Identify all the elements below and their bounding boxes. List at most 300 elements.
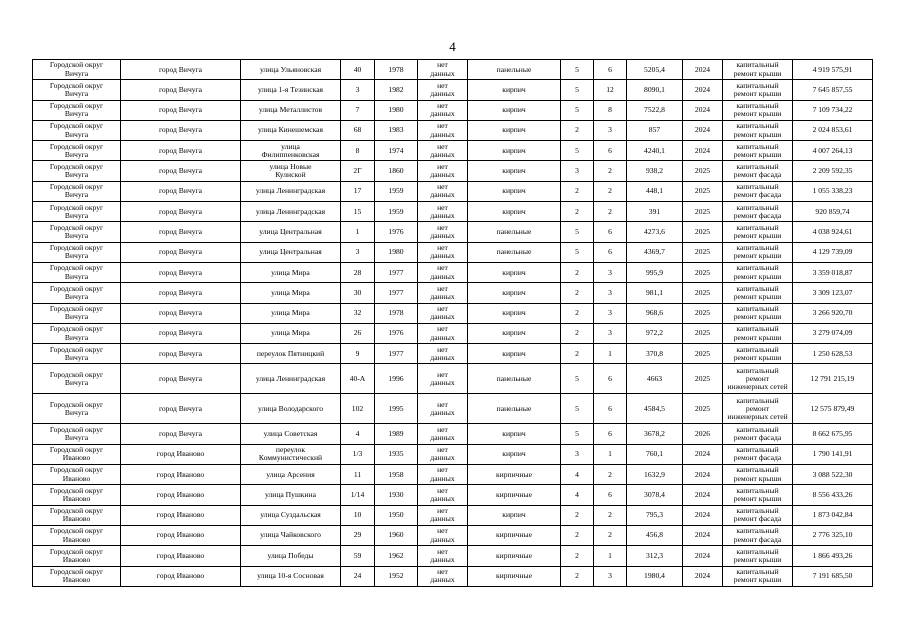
- table-row: [33, 394, 873, 424]
- okrug-cell: Городской округ Вичуга: [33, 283, 121, 303]
- house-number-cell: 29: [341, 525, 375, 545]
- floors-cell: 3: [561, 161, 594, 181]
- planned-year-cell: 2025: [683, 303, 723, 323]
- year-built-cell: 1982: [375, 80, 418, 100]
- city-cell: город Вичуга: [121, 364, 241, 394]
- cost-cell: 4 919 575,91: [793, 60, 873, 80]
- cost-cell: 7 191 685,50: [793, 566, 873, 586]
- table-row: [33, 444, 873, 464]
- street-cell: улица Володарского: [241, 394, 341, 424]
- area-cell: 4273,6: [627, 222, 683, 242]
- entrances-cell: 2: [594, 181, 627, 201]
- wall-material-cell: кирпич: [468, 303, 561, 323]
- cost-cell: 8 662 675,95: [793, 424, 873, 444]
- area-cell: 312,3: [627, 546, 683, 566]
- floors-cell: 4: [561, 485, 594, 505]
- table-row: [33, 181, 873, 201]
- year-built-cell: 1950: [375, 505, 418, 525]
- city-cell: город Вичуга: [121, 344, 241, 364]
- okrug-cell: Городской округ Вичуга: [33, 242, 121, 262]
- protection-status-cell: нет данных: [418, 323, 468, 343]
- protection-status-cell: нет данных: [418, 120, 468, 140]
- protection-status-cell: нет данных: [418, 394, 468, 424]
- house-number-cell: 4: [341, 424, 375, 444]
- area-cell: 5205,4: [627, 60, 683, 80]
- table-row: [33, 60, 873, 80]
- area-cell: 8090,1: [627, 80, 683, 100]
- work-type-cell: капитальный ремонт фасада: [723, 161, 793, 181]
- planned-year-cell: 2024: [683, 485, 723, 505]
- wall-material-cell: кирпичные: [468, 546, 561, 566]
- street-cell: улица 10-я Сосновая: [241, 566, 341, 586]
- street-cell: улица Филиппенковская: [241, 141, 341, 161]
- house-number-cell: 102: [341, 394, 375, 424]
- cost-cell: 1 250 628,53: [793, 344, 873, 364]
- city-cell: город Иваново: [121, 566, 241, 586]
- city-cell: город Вичуга: [121, 141, 241, 161]
- entrances-cell: 6: [594, 60, 627, 80]
- table-row: [33, 120, 873, 140]
- wall-material-cell: кирпич: [468, 424, 561, 444]
- floors-cell: 5: [561, 242, 594, 262]
- protection-status-cell: нет данных: [418, 546, 468, 566]
- house-number-cell: 1/14: [341, 485, 375, 505]
- area-cell: 4663: [627, 364, 683, 394]
- floors-cell: 5: [561, 141, 594, 161]
- house-number-cell: 9: [341, 344, 375, 364]
- cost-cell: 1 790 141,91: [793, 444, 873, 464]
- table-row: [33, 364, 873, 394]
- floors-cell: 2: [561, 262, 594, 282]
- protection-status-cell: нет данных: [418, 80, 468, 100]
- street-cell: улица Ульяновская: [241, 60, 341, 80]
- wall-material-cell: кирпич: [468, 283, 561, 303]
- city-cell: город Вичуга: [121, 120, 241, 140]
- table-row: [33, 566, 873, 586]
- floors-cell: 2: [561, 323, 594, 343]
- year-built-cell: 1978: [375, 60, 418, 80]
- city-cell: город Вичуга: [121, 424, 241, 444]
- protection-status-cell: нет данных: [418, 262, 468, 282]
- house-number-cell: 15: [341, 202, 375, 222]
- work-type-cell: капитальный ремонт крыши: [723, 566, 793, 586]
- area-cell: 795,3: [627, 505, 683, 525]
- street-cell: улица Победы: [241, 546, 341, 566]
- year-built-cell: 1962: [375, 546, 418, 566]
- house-number-cell: 10: [341, 505, 375, 525]
- area-cell: 4584,5: [627, 394, 683, 424]
- area-cell: 7522,8: [627, 100, 683, 120]
- area-cell: 391: [627, 202, 683, 222]
- house-number-cell: 1/3: [341, 444, 375, 464]
- house-number-cell: 7: [341, 100, 375, 120]
- entrances-cell: 6: [594, 141, 627, 161]
- table-row: [33, 141, 873, 161]
- protection-status-cell: нет данных: [418, 424, 468, 444]
- year-built-cell: 1983: [375, 120, 418, 140]
- street-cell: улица Новые Кулиской: [241, 161, 341, 181]
- cost-cell: 12 791 215,19: [793, 364, 873, 394]
- wall-material-cell: кирпичные: [468, 465, 561, 485]
- table-row: [33, 283, 873, 303]
- area-cell: 972,2: [627, 323, 683, 343]
- okrug-cell: Городской округ Вичуга: [33, 262, 121, 282]
- okrug-cell: Городской округ Вичуга: [33, 141, 121, 161]
- okrug-cell: Городской округ Иваново: [33, 546, 121, 566]
- work-type-cell: капитальный ремонт крыши: [723, 141, 793, 161]
- planned-year-cell: 2025: [683, 242, 723, 262]
- floors-cell: 2: [561, 202, 594, 222]
- table-row: [33, 546, 873, 566]
- street-cell: улица Арсения: [241, 465, 341, 485]
- wall-material-cell: кирпичные: [468, 566, 561, 586]
- year-built-cell: 1959: [375, 202, 418, 222]
- okrug-cell: Городской округ Вичуга: [33, 181, 121, 201]
- cost-cell: 7 645 857,55: [793, 80, 873, 100]
- work-type-cell: капитальный ремонт фасада: [723, 444, 793, 464]
- okrug-cell: Городской округ Вичуга: [33, 303, 121, 323]
- wall-material-cell: кирпич: [468, 161, 561, 181]
- wall-material-cell: кирпич: [468, 100, 561, 120]
- street-cell: улица Металлистов: [241, 100, 341, 120]
- protection-status-cell: нет данных: [418, 344, 468, 364]
- cost-cell: 4 038 924,61: [793, 222, 873, 242]
- work-type-cell: капитальный ремонт крыши: [723, 60, 793, 80]
- floors-cell: 2: [561, 525, 594, 545]
- area-cell: 4240,1: [627, 141, 683, 161]
- wall-material-cell: кирпич: [468, 262, 561, 282]
- entrances-cell: 3: [594, 283, 627, 303]
- work-type-cell: капитальный ремонт крыши: [723, 242, 793, 262]
- city-cell: город Иваново: [121, 465, 241, 485]
- area-cell: 760,1: [627, 444, 683, 464]
- entrances-cell: 6: [594, 394, 627, 424]
- year-built-cell: 1958: [375, 465, 418, 485]
- work-type-cell: капитальный ремонт крыши: [723, 283, 793, 303]
- entrances-cell: 3: [594, 323, 627, 343]
- page-number: 4: [449, 39, 456, 54]
- street-cell: улица Ленинградская: [241, 181, 341, 201]
- wall-material-cell: кирпич: [468, 323, 561, 343]
- house-number-cell: 8: [341, 141, 375, 161]
- area-cell: 995,9: [627, 262, 683, 282]
- floors-cell: 2: [561, 283, 594, 303]
- floors-cell: 2: [561, 344, 594, 364]
- planned-year-cell: 2025: [683, 323, 723, 343]
- entrances-cell: 3: [594, 120, 627, 140]
- floors-cell: 2: [561, 120, 594, 140]
- work-type-cell: капитальный ремонт крыши: [723, 100, 793, 120]
- house-number-cell: 11: [341, 465, 375, 485]
- entrances-cell: 3: [594, 262, 627, 282]
- planned-year-cell: 2024: [683, 505, 723, 525]
- entrances-cell: 12: [594, 80, 627, 100]
- table-row: [33, 465, 873, 485]
- year-built-cell: 1959: [375, 181, 418, 201]
- planned-year-cell: 2024: [683, 141, 723, 161]
- street-cell: улица Мира: [241, 262, 341, 282]
- planned-year-cell: 2024: [683, 100, 723, 120]
- house-number-cell: 17: [341, 181, 375, 201]
- floors-cell: 5: [561, 424, 594, 444]
- work-type-cell: капитальный ремонт фасада: [723, 181, 793, 201]
- floors-cell: 5: [561, 222, 594, 242]
- year-built-cell: 1980: [375, 100, 418, 120]
- entrances-cell: 6: [594, 242, 627, 262]
- house-number-cell: 3: [341, 242, 375, 262]
- area-cell: 370,8: [627, 344, 683, 364]
- street-cell: улица Советская: [241, 424, 341, 444]
- house-number-cell: 40: [341, 60, 375, 80]
- floors-cell: 5: [561, 80, 594, 100]
- street-cell: переулок Коммунистический: [241, 444, 341, 464]
- work-type-cell: капитальный ремонт фасада: [723, 505, 793, 525]
- wall-material-cell: кирпич: [468, 505, 561, 525]
- okrug-cell: Городской округ Иваново: [33, 505, 121, 525]
- planned-year-cell: 2025: [683, 202, 723, 222]
- work-type-cell: капитальный ремонт фасада: [723, 424, 793, 444]
- area-cell: 1632,9: [627, 465, 683, 485]
- planned-year-cell: 2025: [683, 222, 723, 242]
- okrug-cell: Городской округ Вичуга: [33, 120, 121, 140]
- year-built-cell: 1995: [375, 394, 418, 424]
- year-built-cell: 1977: [375, 344, 418, 364]
- cost-cell: 920 859,74: [793, 202, 873, 222]
- year-built-cell: 1977: [375, 283, 418, 303]
- planned-year-cell: 2025: [683, 181, 723, 201]
- year-built-cell: 1860: [375, 161, 418, 181]
- city-cell: город Вичуга: [121, 394, 241, 424]
- floors-cell: 2: [561, 303, 594, 323]
- okrug-cell: Городской округ Иваново: [33, 444, 121, 464]
- okrug-cell: Городской округ Вичуга: [33, 80, 121, 100]
- entrances-cell: 1: [594, 444, 627, 464]
- city-cell: город Вичуга: [121, 323, 241, 343]
- protection-status-cell: нет данных: [418, 525, 468, 545]
- floors-cell: 2: [561, 505, 594, 525]
- area-cell: 4369,7: [627, 242, 683, 262]
- work-type-cell: капитальный ремонт крыши: [723, 465, 793, 485]
- entrances-cell: 6: [594, 424, 627, 444]
- work-type-cell: капитальный ремонт фасада: [723, 202, 793, 222]
- okrug-cell: Городской округ Вичуга: [33, 323, 121, 343]
- work-type-cell: капитальный ремонт крыши: [723, 546, 793, 566]
- cost-cell: 1 873 042,84: [793, 505, 873, 525]
- table-row: [33, 100, 873, 120]
- wall-material-cell: кирпич: [468, 181, 561, 201]
- cost-cell: 12 575 879,49: [793, 394, 873, 424]
- work-type-cell: капитальный ремонт крыши: [723, 80, 793, 100]
- city-cell: город Вичуга: [121, 181, 241, 201]
- entrances-cell: 3: [594, 566, 627, 586]
- planned-year-cell: 2024: [683, 60, 723, 80]
- city-cell: город Вичуга: [121, 262, 241, 282]
- floors-cell: 4: [561, 465, 594, 485]
- street-cell: улица Мира: [241, 303, 341, 323]
- cost-cell: 3 309 123,07: [793, 283, 873, 303]
- cost-cell: 2 024 853,61: [793, 120, 873, 140]
- city-cell: город Вичуга: [121, 303, 241, 323]
- wall-material-cell: панельные: [468, 222, 561, 242]
- city-cell: город Иваново: [121, 485, 241, 505]
- house-number-cell: 2Г: [341, 161, 375, 181]
- work-type-cell: капитальный ремонт крыши: [723, 120, 793, 140]
- city-cell: город Вичуга: [121, 242, 241, 262]
- planned-year-cell: 2024: [683, 525, 723, 545]
- planned-year-cell: 2024: [683, 465, 723, 485]
- protection-status-cell: нет данных: [418, 505, 468, 525]
- floors-cell: 2: [561, 546, 594, 566]
- table-row: [33, 344, 873, 364]
- wall-material-cell: кирпич: [468, 120, 561, 140]
- cost-cell: 3 279 074,09: [793, 323, 873, 343]
- city-cell: город Вичуга: [121, 60, 241, 80]
- protection-status-cell: нет данных: [418, 181, 468, 201]
- table-row: [33, 525, 873, 545]
- cost-cell: 7 109 734,22: [793, 100, 873, 120]
- planned-year-cell: 2025: [683, 364, 723, 394]
- cost-cell: 4 129 739,09: [793, 242, 873, 262]
- city-cell: город Вичуга: [121, 202, 241, 222]
- area-cell: 981,1: [627, 283, 683, 303]
- wall-material-cell: кирпич: [468, 202, 561, 222]
- street-cell: улица Ленинградская: [241, 364, 341, 394]
- house-number-cell: 1: [341, 222, 375, 242]
- floors-cell: 5: [561, 364, 594, 394]
- planned-year-cell: 2025: [683, 283, 723, 303]
- street-cell: улица Чайковского: [241, 525, 341, 545]
- entrances-cell: 2: [594, 161, 627, 181]
- floors-cell: 5: [561, 100, 594, 120]
- floors-cell: 2: [561, 566, 594, 586]
- protection-status-cell: нет данных: [418, 222, 468, 242]
- year-built-cell: 1960: [375, 525, 418, 545]
- street-cell: улица Пушкина: [241, 485, 341, 505]
- okrug-cell: Городской округ Иваново: [33, 566, 121, 586]
- cost-cell: 3 088 522,30: [793, 465, 873, 485]
- work-type-cell: капитальный ремонт крыши: [723, 303, 793, 323]
- year-built-cell: 1977: [375, 262, 418, 282]
- wall-material-cell: кирпичные: [468, 525, 561, 545]
- okrug-cell: Городской округ Иваново: [33, 465, 121, 485]
- table-row: [33, 323, 873, 343]
- cost-cell: 1 055 338,23: [793, 181, 873, 201]
- entrances-cell: 2: [594, 202, 627, 222]
- year-built-cell: 1989: [375, 424, 418, 444]
- street-cell: улица 1-я Тезинская: [241, 80, 341, 100]
- table-row: [33, 303, 873, 323]
- year-built-cell: 1952: [375, 566, 418, 586]
- wall-material-cell: кирпич: [468, 141, 561, 161]
- street-cell: улица Суздальская: [241, 505, 341, 525]
- city-cell: город Иваново: [121, 525, 241, 545]
- work-type-cell: капитальный ремонт инженерных сетей: [723, 364, 793, 394]
- street-cell: улица Кинешемская: [241, 120, 341, 140]
- protection-status-cell: нет данных: [418, 60, 468, 80]
- protection-status-cell: нет данных: [418, 485, 468, 505]
- okrug-cell: Городской округ Вичуга: [33, 202, 121, 222]
- table-row: [33, 222, 873, 242]
- okrug-cell: Городской округ Вичуга: [33, 222, 121, 242]
- work-type-cell: капитальный ремонт крыши: [723, 323, 793, 343]
- planned-year-cell: 2024: [683, 546, 723, 566]
- okrug-cell: Городской округ Вичуга: [33, 344, 121, 364]
- protection-status-cell: нет данных: [418, 465, 468, 485]
- table-row: [33, 485, 873, 505]
- year-built-cell: 1978: [375, 303, 418, 323]
- okrug-cell: Городской округ Вичуга: [33, 100, 121, 120]
- entrances-cell: 1: [594, 344, 627, 364]
- okrug-cell: Городской округ Вичуга: [33, 364, 121, 394]
- wall-material-cell: кирпич: [468, 444, 561, 464]
- entrances-cell: 6: [594, 485, 627, 505]
- cost-cell: 2 776 325,10: [793, 525, 873, 545]
- okrug-cell: Городской округ Вичуга: [33, 161, 121, 181]
- work-type-cell: капитальный ремонт инженерных сетей: [723, 394, 793, 424]
- work-type-cell: капитальный ремонт крыши: [723, 344, 793, 364]
- planned-year-cell: 2026: [683, 424, 723, 444]
- cost-cell: 3 266 920,70: [793, 303, 873, 323]
- entrances-cell: 6: [594, 222, 627, 242]
- year-built-cell: 1976: [375, 222, 418, 242]
- city-cell: город Вичуга: [121, 100, 241, 120]
- street-cell: переулок Пятницкий: [241, 344, 341, 364]
- street-cell: улица Мира: [241, 283, 341, 303]
- house-number-cell: 24: [341, 566, 375, 586]
- area-cell: 968,6: [627, 303, 683, 323]
- okrug-cell: Городской округ Вичуга: [33, 394, 121, 424]
- city-cell: город Вичуга: [121, 283, 241, 303]
- city-cell: город Вичуга: [121, 222, 241, 242]
- street-cell: улица Центральная: [241, 242, 341, 262]
- cost-cell: 2 209 592,35: [793, 161, 873, 181]
- house-number-cell: 26: [341, 323, 375, 343]
- planned-year-cell: 2024: [683, 80, 723, 100]
- table-row: [33, 161, 873, 181]
- year-built-cell: 1935: [375, 444, 418, 464]
- house-number-cell: 68: [341, 120, 375, 140]
- cost-cell: 3 359 018,87: [793, 262, 873, 282]
- house-number-cell: 28: [341, 262, 375, 282]
- table-row: [33, 202, 873, 222]
- table-row: [33, 505, 873, 525]
- street-cell: улица Ленинградская: [241, 202, 341, 222]
- protection-status-cell: нет данных: [418, 161, 468, 181]
- wall-material-cell: кирпичные: [468, 485, 561, 505]
- entrances-cell: 2: [594, 505, 627, 525]
- city-cell: город Иваново: [121, 546, 241, 566]
- okrug-cell: Городской округ Иваново: [33, 485, 121, 505]
- house-number-cell: 3: [341, 80, 375, 100]
- house-number-cell: 32: [341, 303, 375, 323]
- cost-cell: 4 007 264,13: [793, 141, 873, 161]
- table-row: [33, 80, 873, 100]
- protection-status-cell: нет данных: [418, 141, 468, 161]
- protection-status-cell: нет данных: [418, 283, 468, 303]
- house-number-cell: 30: [341, 283, 375, 303]
- city-cell: город Вичуга: [121, 161, 241, 181]
- table-row: [33, 262, 873, 282]
- floors-cell: 3: [561, 444, 594, 464]
- protection-status-cell: нет данных: [418, 444, 468, 464]
- wall-material-cell: кирпич: [468, 344, 561, 364]
- work-type-cell: капитальный ремонт крыши: [723, 222, 793, 242]
- street-cell: улица Мира: [241, 323, 341, 343]
- wall-material-cell: панельные: [468, 364, 561, 394]
- wall-material-cell: панельные: [468, 242, 561, 262]
- floors-cell: 5: [561, 394, 594, 424]
- entrances-cell: 3: [594, 303, 627, 323]
